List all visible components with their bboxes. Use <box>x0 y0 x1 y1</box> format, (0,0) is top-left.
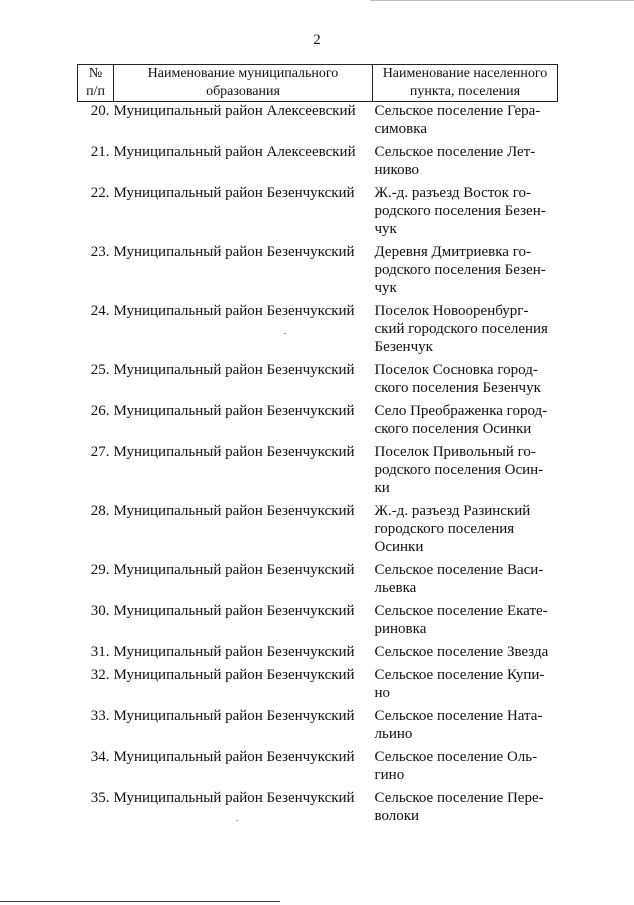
settlement-name <box>373 361 558 402</box>
table-row <box>78 243 558 302</box>
table-row <box>78 789 558 830</box>
settlement-name-line: Поселок Новооренбург- <box>374 303 529 319</box>
municipality-name: Муниципальный район Безенчукский <box>113 244 355 260</box>
settlement-name <box>373 302 558 361</box>
settlement-name-line: Поселок Привольный го- <box>374 444 536 460</box>
table-row <box>78 707 558 748</box>
row-number: 27. <box>90 444 110 460</box>
table-row <box>78 502 558 561</box>
municipality-name: Муниципальный район Безенчукский <box>113 708 355 724</box>
settlement-name-line: риновка <box>374 621 427 637</box>
settlement-name-line: Сельское поселение Гера- <box>374 103 541 119</box>
table-row <box>78 561 558 602</box>
municipality-name: Муниципальный район Безенчукский <box>113 444 355 460</box>
settlement-name-line: Сельское поселение Екате- <box>374 603 548 619</box>
settlement-name-line: ки <box>374 480 390 496</box>
row-number: 31. <box>90 644 110 660</box>
table-row <box>78 602 558 643</box>
settlement-name-line: родского поселения Безен- <box>374 203 546 219</box>
settlement-name <box>373 243 558 302</box>
table-row <box>78 643 558 666</box>
municipality-name: Муниципальный район Безенчукский <box>113 362 355 378</box>
settlement-name-line: волоки <box>374 808 420 824</box>
top-rule <box>370 0 634 1</box>
municipality-name: Муниципальный район Алексеевский <box>113 144 356 160</box>
settlement-name <box>373 402 558 443</box>
row-number: 35. <box>90 790 110 806</box>
settlements-table <box>77 64 558 830</box>
table-body <box>78 102 558 831</box>
settlement-name-line: ский городского поселения <box>374 321 548 337</box>
row-number: 21. <box>90 144 110 160</box>
settlement-name <box>373 184 558 243</box>
row-number: 22. <box>90 185 110 201</box>
settlement-name-line: городского поселения <box>374 521 515 537</box>
municipality-name: Муниципальный район Безенчукский <box>113 603 355 619</box>
settlement-name-line: Ж.-д. разъезд Восток го- <box>374 185 531 201</box>
table-row <box>78 748 558 789</box>
settlement-name-line: родского поселения Безен- <box>374 262 546 278</box>
settlement-name-line: Село Преображенка город- <box>374 403 548 419</box>
settlement-name-line: Ж.-д. разъезд Разинский <box>374 503 531 519</box>
settlement-name-line: льино <box>374 726 413 742</box>
settlement-name-line: Сельское поселение Васи- <box>374 562 544 578</box>
table-row <box>78 102 558 144</box>
municipality-name: Муниципальный район Безенчукский <box>113 503 355 519</box>
settlement-name-line: но <box>374 685 391 701</box>
settlement-name <box>373 707 558 748</box>
settlement-name <box>373 602 558 643</box>
settlement-name <box>373 748 558 789</box>
municipality-name: Муниципальный район Безенчукский <box>113 403 355 419</box>
municipality-name: Муниципальный район Безенчукский <box>113 185 355 201</box>
settlement-name-line: чук <box>374 221 397 237</box>
settlement-name <box>373 643 558 666</box>
settlement-name-line: симовка <box>374 121 427 137</box>
scan-speck <box>284 333 286 334</box>
settlement-name-line: ского поселения Безенчук <box>374 380 541 396</box>
municipality-name: Муниципальный район Безенчукский <box>113 790 355 806</box>
table-row <box>78 402 558 443</box>
table-row <box>78 302 558 361</box>
settlement-name-line: Сельское поселение Звезда <box>374 644 549 660</box>
settlement-name-line: льевка <box>374 580 417 596</box>
settlement-name <box>373 143 558 184</box>
settlement-name-line: Деревня Дмитриевка го- <box>374 244 531 260</box>
settlement-name <box>373 666 558 707</box>
settlement-name <box>373 502 558 561</box>
settlement-name <box>373 561 558 602</box>
settlement-name-line: Сельское поселение Оль- <box>374 749 538 765</box>
bottom-rule <box>0 901 280 902</box>
row-number: 29. <box>90 562 110 578</box>
settlement-name-line: Сельское поселение Ната- <box>374 708 543 724</box>
row-number: 25. <box>90 362 110 378</box>
row-number: 26. <box>90 403 110 419</box>
settlement-name-line: родского поселения Осин- <box>374 462 544 478</box>
settlement-name-line: Сельское поселение Лет- <box>374 144 536 160</box>
municipality-name: Муниципальный район Безенчукский <box>113 749 355 765</box>
page-number: 2 <box>313 32 321 48</box>
settlement-name-line: Сельское поселение Купи- <box>374 667 545 683</box>
settlement-name-line: Сельское поселение Пере- <box>374 790 544 806</box>
header-number: № п/п <box>78 65 114 102</box>
settlement-name-line: Безенчук <box>374 339 433 355</box>
row-number: 24. <box>90 303 110 319</box>
header-settlement: Наименование населенного пункта, поселения <box>373 65 558 102</box>
row-number: 34. <box>90 749 110 765</box>
settlement-name-line: ского поселения Осинки <box>374 421 532 437</box>
municipality-name: Муниципальный район Безенчукский <box>113 562 355 578</box>
table-row <box>78 443 558 502</box>
row-number: 30. <box>90 603 110 619</box>
municipality-name: Муниципальный район Безенчукский <box>113 667 355 683</box>
table-row <box>78 666 558 707</box>
municipality-name: Муниципальный район Алексеевский <box>113 103 356 119</box>
settlement-name-line: гино <box>374 767 405 783</box>
scan-speck <box>236 820 238 821</box>
settlement-name <box>373 443 558 502</box>
row-number: 23. <box>90 244 110 260</box>
settlement-name-line: никово <box>374 162 420 178</box>
header-municipality: Наименование муниципального образования <box>114 65 373 102</box>
settlement-name-line: Осинки <box>374 539 424 555</box>
table-row <box>78 361 558 402</box>
row-number: 20. <box>90 103 110 119</box>
municipality-name: Муниципальный район Безенчукский <box>113 644 355 660</box>
settlement-name-line: Поселок Сосновка город- <box>374 362 538 378</box>
settlement-name <box>373 789 558 830</box>
settlement-name <box>373 102 558 144</box>
row-number: 28. <box>90 503 110 519</box>
row-number: 32. <box>90 667 110 683</box>
table-row <box>78 184 558 243</box>
table-row <box>78 143 558 184</box>
settlement-name-line: чук <box>374 280 397 296</box>
municipality-name: Муниципальный район Безенчукский <box>113 303 355 319</box>
row-number: 33. <box>90 708 110 724</box>
table-header-row <box>78 65 558 102</box>
